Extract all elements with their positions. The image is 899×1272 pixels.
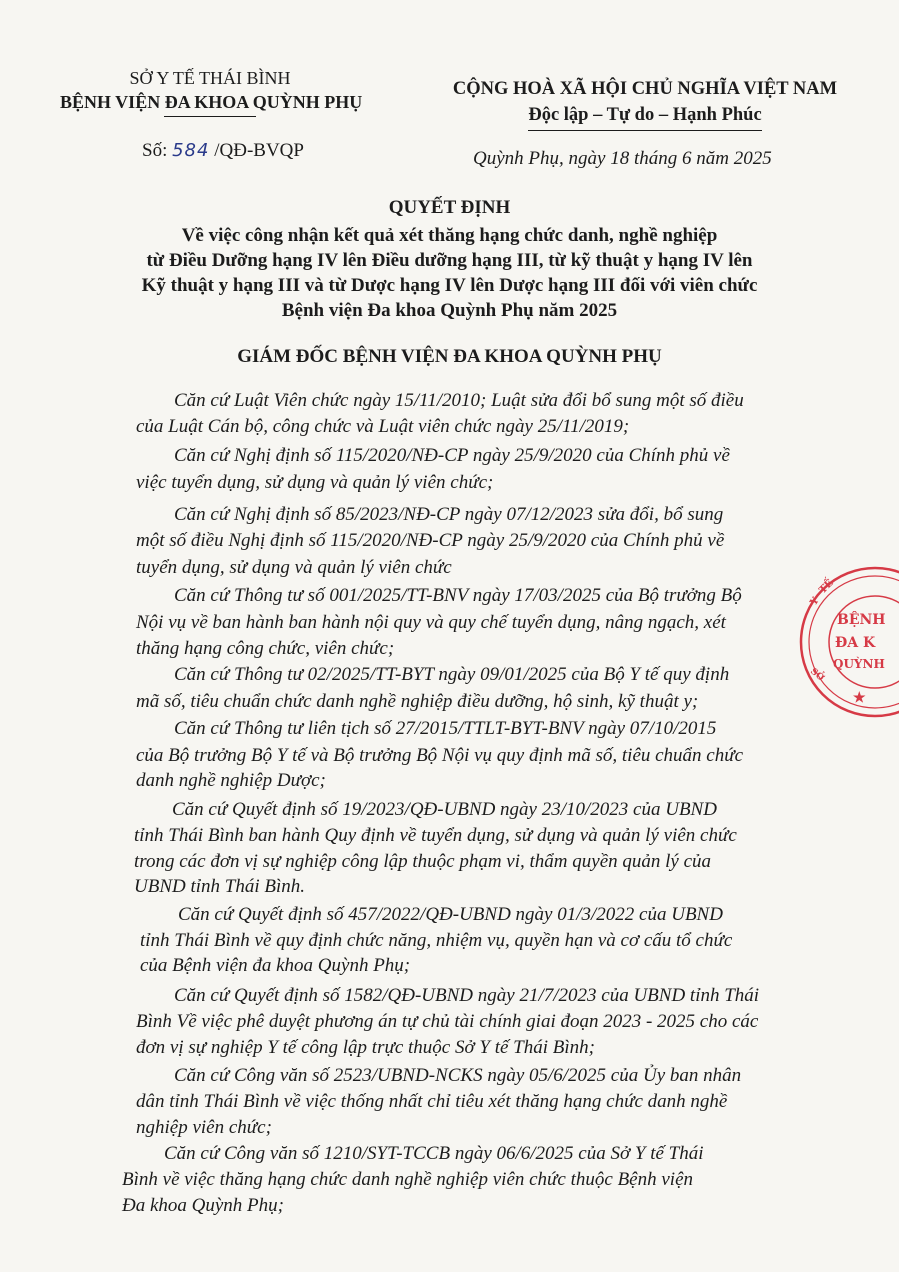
official-seal-stamp xyxy=(795,562,899,722)
body-line: Căn cứ Luật Viên chức ngày 15/11/2010; Luật sửa đổi bổ sung một số điều xyxy=(174,390,744,411)
body-line: việc tuyển dụng, sử dụng và quản lý viên chức; xyxy=(136,472,494,493)
issue-date: Quỳnh Phụ, ngày 18 tháng 6 năm 2025 xyxy=(473,148,772,169)
subject-line: Kỹ thuật y hạng III và từ Dược hạng IV lên Dược hạng III đối với viên chức xyxy=(141,275,758,296)
body-line: dân tỉnh Thái Bình về việc thống nhất chỉ tiêu xét thăng hạng chức danh nghề xyxy=(136,1091,728,1112)
body-line: của Bệnh viện đa khoa Quỳnh Phụ; xyxy=(140,955,411,976)
body-line: thăng hạng công chức, viên chức; xyxy=(136,638,395,659)
body-line: Căn cứ Nghị định số 115/2020/NĐ-CP ngày 25/9/2020 của Chính phủ về xyxy=(174,445,730,466)
number-prefix: Số: xyxy=(142,140,168,161)
national-header xyxy=(425,76,865,131)
body-line: Căn cứ Công văn số 2523/UBND-NCKS ngày 05/6/2025 của Ủy ban nhân xyxy=(174,1065,742,1086)
body-line: mã số, tiêu chuẩn chức danh nghề nghiệp điều dưỡng, hộ sinh, kỹ thuật y; xyxy=(136,691,699,712)
agency-name: SỞ Y TẾ THÁI BÌNH xyxy=(129,68,291,88)
stamp-text-1: BỆNH xyxy=(837,612,886,628)
body-line: Căn cứ Thông tư liên tịch số 27/2015/TTLT-BYT-BNV ngày 07/10/2015 xyxy=(174,718,717,739)
republic-name: CỘNG HOÀ XÃ HỘI CHỦ NGHĨA VIỆT NAM xyxy=(452,79,838,99)
body-line: nghiệp viên chức; xyxy=(136,1117,272,1138)
body-line: UBND tỉnh Thái Bình. xyxy=(134,876,306,897)
subject-line: Về việc công nhận kết quả xét thăng hạng chức danh, nghề nghiệp xyxy=(181,225,718,246)
number-suffix: /QĐ-BVQP xyxy=(214,140,304,161)
body-line: Căn cứ Nghị định số 85/2023/NĐ-CP ngày 07/12/2023 sửa đổi, bổ sung xyxy=(174,504,724,525)
stamp-text-3: QUỲNH xyxy=(833,657,885,671)
stamp-text-2: ĐA K xyxy=(835,635,876,651)
issuer-underline xyxy=(164,116,256,117)
issuer-block xyxy=(60,66,363,117)
subject-line: Bệnh viện Đa khoa Quỳnh Phụ năm 2025 xyxy=(281,300,618,321)
body-line: danh nghề nghiệp Dược; xyxy=(136,770,326,791)
body-line: Bình về việc thăng hạng chức danh nghề nghiệp viên chức thuộc Bệnh viện xyxy=(122,1169,694,1190)
body-line: tỉnh Thái Bình về quy định chức năng, nhiệm vụ, quyền hạn và cơ cấu tổ chức xyxy=(140,930,733,951)
authority-heading: GIÁM ĐỐC BỆNH VIỆN ĐA KHOA QUỲNH PHỤ xyxy=(237,346,662,367)
body-line: Căn cứ Quyết định số 457/2022/QĐ-UBND ngày 01/3/2022 của UBND xyxy=(178,904,723,925)
body-line: Căn cứ Công văn số 1210/SYT-TCCB ngày 06/6/2025 của Sở Y tế Thái xyxy=(164,1143,704,1164)
body-line: của Luật Cán bộ, công chức và Luật viên chức ngày 25/11/2019; xyxy=(136,416,630,437)
body-line: đơn vị sự nghiệp Y tế công lập trực thuộc Sở Y tế Thái Bình; xyxy=(136,1037,595,1058)
body-line: tuyển dụng, sử dụng và quản lý viên chức xyxy=(136,557,452,578)
svg-text:★: ★ xyxy=(853,690,866,706)
document-number xyxy=(142,140,304,162)
svg-text:SỞ: SỞ xyxy=(808,666,826,684)
body-line: tỉnh Thái Bình ban hành Quy định về tuyển dụng, sử dụng và quản lý viên chức xyxy=(134,825,737,846)
hospital-name: BỆNH VIỆN ĐA KHOA QUỲNH PHỤ xyxy=(60,92,363,112)
subject-line: từ Điều Dưỡng hạng IV lên Điều dưỡng hạng III, từ kỹ thuật y hạng IV lên xyxy=(146,250,753,271)
body-line: Đa khoa Quỳnh Phụ; xyxy=(122,1195,284,1216)
svg-text:Y: Y xyxy=(808,595,822,608)
handwritten-number: 584 xyxy=(172,140,210,161)
body-line: Căn cứ Quyết định số 1582/QĐ-UBND ngày 21/7/2023 của UBND tỉnh Thái xyxy=(174,985,760,1006)
body-line: một số điều Nghị định số 115/2020/NĐ-CP ngày 25/9/2020 của Chính phủ về xyxy=(136,530,725,551)
body-line: Bình Về việc phê duyệt phương án tự chủ tài chính giai đoạn 2023 - 2025 cho các xyxy=(136,1011,759,1032)
body-line: Căn cứ Quyết định số 19/2023/QĐ-UBND ngày 23/10/2023 của UBND xyxy=(172,799,717,820)
body-line: Căn cứ Thông tư số 001/2025/TT-BNV ngày 17/03/2025 của Bộ trưởng Bộ xyxy=(174,585,742,606)
body-line: trong các đơn vị sự nghiệp công lập thuộc phạm vi, thẩm quyền quản lý của xyxy=(134,851,712,872)
svg-text:TẾ: TẾ xyxy=(817,577,836,597)
body-line: Căn cứ Thông tư 02/2025/TT-BYT ngày 09/01/2025 của Bộ Y tế quy định xyxy=(174,664,730,685)
national-motto: Độc lập – Tự do – Hạnh Phúc xyxy=(528,102,761,131)
decision-heading: QUYẾT ĐỊNH xyxy=(388,197,511,218)
body-line: Nội vụ về ban hành ban hành nội quy và quy chế tuyển dụng, nâng ngạch, xét xyxy=(136,612,726,633)
body-line: của Bộ trưởng Bộ Y tế và Bộ trưởng Bộ Nội vụ quy định mã số, tiêu chuẩn chức xyxy=(136,745,744,766)
